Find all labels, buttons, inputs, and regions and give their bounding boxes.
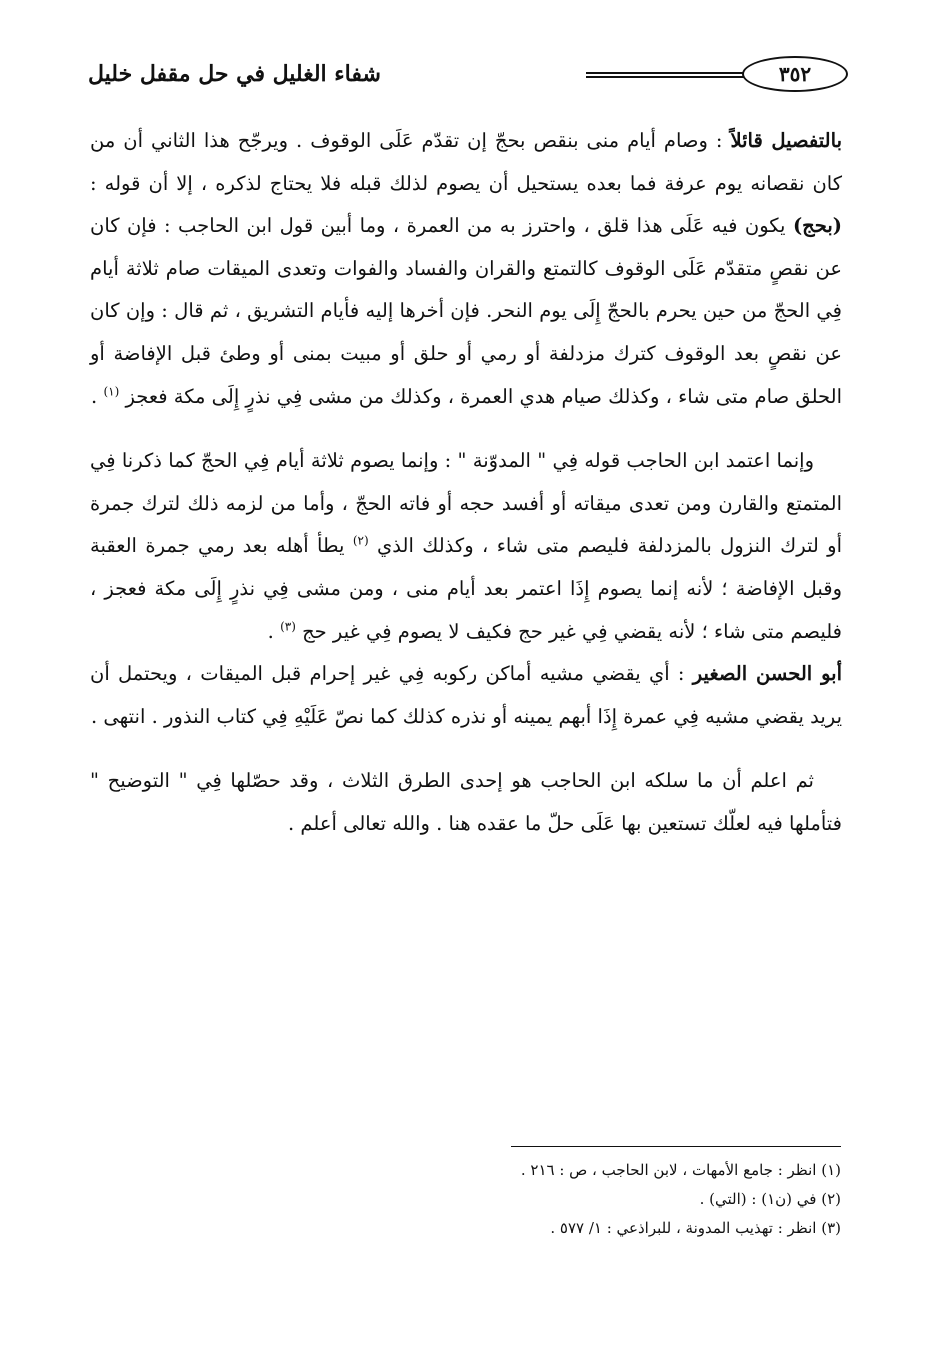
paragraph-2-text-b: يطأ أهله بعد رمي جمرة العقبة وقبل الإفاضة ؛ لأنه إنما يصوم إِذَا اعتمر بعد أيام منى ، ومن مشى فِي نذرٍ إِلَى مكة فعجز ، فليصم متى شاء ؛ لأنه يقضي فِي غير حج فكيف لا يصوم فِي غير حج [90, 534, 842, 643]
main-text [90, 120, 842, 846]
paragraph-2-text-a: وإنما اعتمد ابن الحاجب قوله فِي " المدوّنة " : وإنما يصوم ثلاثة أيام فِي الحجّ كما ذكرنا فِي المتمتع والقارن ومن تعدى ميقاته أو أفسد حجه أو فاته الحجّ ، وأما من لزمه ذلك لترك جمرة أو لترك النزول بالمزدلفة فليصم متى شاء ، وكذلك الذي [90, 449, 843, 558]
footnote-2: (٢) في (ن١) : (التي) . [699, 1190, 841, 1208]
page-number: ٣٥٢ [742, 56, 848, 92]
page-header [88, 52, 848, 98]
paragraph-1-end: . [91, 384, 98, 408]
paragraph-2 [90, 440, 842, 653]
footnote-marker-1[interactable]: (١) [103, 384, 120, 399]
header-divider [586, 72, 744, 78]
footnote-marker-3[interactable]: (٣) [280, 619, 296, 634]
footnote-marker-2[interactable]: (٢) [352, 533, 369, 548]
paragraph-4-text: ثم اعلم أن ما سلكه ابن الحاجب هو إحدى الطرق الثلاث ، وقد حصّلها فِي " التوضيح " فتأملها فيه لعلّك تستعين بها عَلَى حلّ ما عقده هنا . والله تعالى أعلم . [90, 769, 842, 835]
footnotes [241, 1156, 841, 1243]
paragraph-3 [90, 653, 842, 738]
footnote-3: (٣) انظر : تهذيب المدونة ، للبراذعي : ١/ ٥٧٧ . [550, 1219, 841, 1237]
paragraph-1-text-a: : وصام أيام منى بنقص بحجّ إن تقدّم عَلَى الوقوف . ويرجّح هذا الثاني أن من كان نقصانه يوم عرفة فما بعده يستحيل أن يصوم لذلك قبله فلا يحتاج لذكره ، إلا أن قوله : [90, 129, 842, 195]
book-title: شفاء الغليل في حل مقفل خليل [88, 61, 381, 87]
footnote-1: (١) انظر : جامع الأمهات ، لابن الحاجب ، ص : ٢١٦ . [520, 1161, 841, 1179]
paragraph-4 [90, 760, 842, 845]
paragraph-2-end: . [267, 619, 274, 643]
quoted-term: (بحج) [792, 214, 842, 238]
paragraph-1 [90, 120, 842, 418]
paragraph-1-text-b: يكون فيه عَلَى هذا قلق ، واحترز به من العمرة ، وما أبين قول ابن الحاجب : فإن كان عن نقصٍ متقدّم عَلَى الوقوف كالتمتع والقران والفساد والفوات وتعدى الميقات صام ثلاثة أيام فِي الحجّ من حين يحرم بالحجّ إِلَى يوم النحر. فإن أخرها إليه فأيام التشريق ، ثم قال : وإن كان عن نقصٍ بعد الوقوف كترك مزدلفة أو رمي أو حلق أو مبيت بمنى أو وطئ قبل الإفاضة أو الحلق صام متى شاء ، وكذلك صيام هدي العمرة ، وكذلك من مشى فِي نذرٍ إِلَى مكة فعجز [90, 214, 842, 408]
paragraph-3-lead: أبو الحسن الصغير [692, 662, 842, 686]
paragraph-3-text: : أي يقضي مشيه أماكن ركوبه فِي غير إحرام قبل الميقات ، ويحتمل أن يريد يقضي مشيه فِي عمرة إِذَا أبهم يمينه أو نذره كذلك كما نصّ عَلَيْهِ فِي كتاب النذور . انتهى . [90, 662, 842, 728]
footnote-divider [511, 1146, 841, 1147]
paragraph-1-lead: بالتفصيل قائلاً [730, 129, 842, 152]
